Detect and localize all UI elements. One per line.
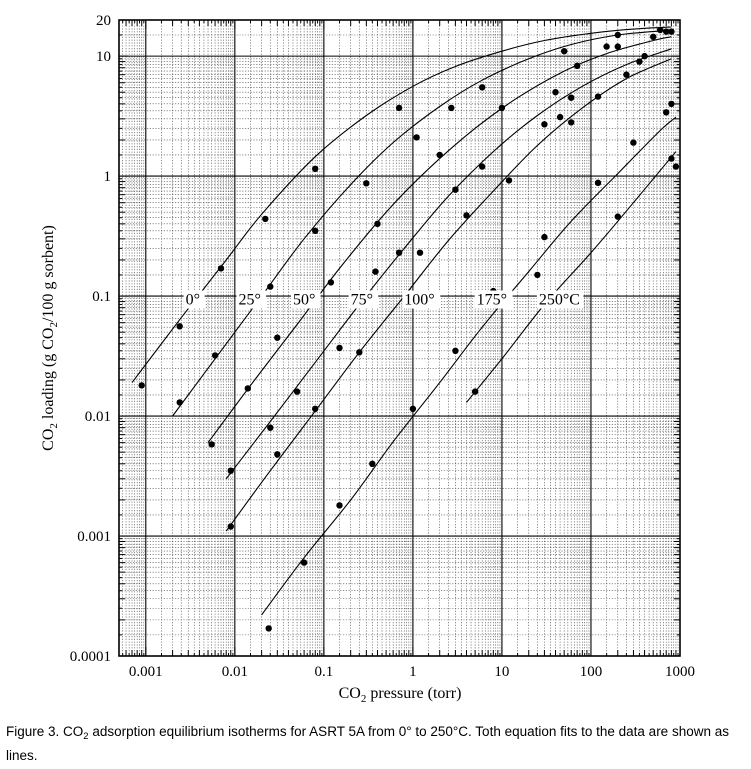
- data-point-series-2: [499, 105, 505, 111]
- data-point-series-2: [274, 335, 280, 341]
- data-point-series-2: [615, 43, 621, 49]
- data-point-series-2: [552, 89, 558, 95]
- data-point-series-2: [245, 385, 251, 391]
- y-axis-label: $CO_2$ loading (g $CO_2/100$ g sorbent): [40, 225, 60, 451]
- data-point-series-5: [410, 406, 416, 412]
- fit-line-series-1: [173, 30, 672, 416]
- data-point-series-4: [274, 451, 280, 457]
- data-point-series-1: [267, 283, 273, 289]
- series-labels: [184, 291, 584, 309]
- data-point-series-2: [668, 28, 674, 34]
- series-label-2: 50°: [292, 291, 316, 309]
- data-point-series-2: [650, 34, 656, 40]
- data-point-series-6: [615, 213, 621, 219]
- y-tick-label: 0.1: [92, 289, 111, 306]
- data-point-series-4: [417, 250, 423, 256]
- figure-caption: [6, 722, 741, 765]
- data-point-series-3: [396, 250, 402, 256]
- data-point-series-1: [363, 180, 369, 186]
- data-point-series-3: [623, 72, 629, 78]
- x-tick-label: 1: [409, 664, 417, 680]
- data-point-series-2: [437, 152, 443, 158]
- x-tick-label: 1000: [665, 664, 695, 680]
- data-point-series-5: [301, 559, 307, 565]
- y-tick-label: 0.0001: [69, 649, 111, 665]
- data-point-series-3: [479, 163, 485, 169]
- x-tick-label: 0.1: [314, 664, 334, 680]
- data-point-series-3: [568, 95, 574, 101]
- data-point-series-1: [413, 134, 419, 140]
- caption-subscript: 2: [83, 731, 89, 742]
- data-point-series-6: [472, 388, 478, 394]
- fit-lines: [132, 27, 676, 615]
- data-point-series-4: [463, 212, 469, 218]
- y-tick-label: 10: [96, 49, 111, 66]
- y-tick-label: 0.001: [77, 529, 111, 546]
- data-point-series-0: [262, 216, 268, 222]
- x-tick-label: 0.01: [221, 664, 248, 680]
- data-point-series-3: [267, 425, 273, 431]
- y-tick-label: 0.01: [84, 409, 111, 426]
- y-tick-label: 20: [96, 13, 111, 29]
- data-point-series-3: [336, 345, 342, 351]
- data-point-series-0: [139, 382, 145, 388]
- data-point-series-5: [668, 101, 674, 107]
- data-point-series-5: [663, 109, 669, 115]
- data-point-series-5: [369, 461, 375, 467]
- series-label-6: 250°C: [538, 291, 580, 309]
- data-point-series-0: [312, 166, 318, 172]
- data-point-series-2: [574, 63, 580, 69]
- data-point-series-0: [396, 105, 402, 111]
- data-point-series-3: [452, 187, 458, 193]
- grid-layer: [119, 20, 680, 656]
- series-label-5: 175°: [476, 291, 508, 309]
- data-point-series-4: [228, 523, 234, 529]
- data-point-series-2: [374, 221, 380, 227]
- data-point-series-4: [641, 53, 647, 59]
- data-point-series-4: [356, 349, 362, 355]
- x-axis-label: $CO_2$ pressure (torr): [338, 685, 462, 705]
- data-point-series-3: [541, 121, 547, 127]
- data-point-series-0: [177, 323, 183, 329]
- caption-prefix: Figure 3. CO: [6, 724, 84, 739]
- data-point-series-1: [615, 32, 621, 38]
- data-point-series-1: [561, 48, 567, 54]
- data-point-series-3: [636, 58, 642, 64]
- data-point-series-4: [568, 119, 574, 125]
- caption-body: adsorption equilibrium isotherms for ASRT 5A from 0° to 250°C. Toth equation fits to the data are shown as lines.: [6, 724, 729, 763]
- data-point-series-6: [673, 163, 679, 169]
- plot-frame: [119, 20, 680, 656]
- series-label-3: 75°: [350, 291, 374, 309]
- series-label-0: 0°: [185, 291, 201, 309]
- data-point-series-6: [534, 272, 540, 278]
- x-tick-label: 10: [494, 664, 510, 680]
- data-point-series-5: [630, 139, 636, 145]
- data-point-series-3: [294, 388, 300, 394]
- data-point-series-6: [668, 155, 674, 161]
- series-label-4: 100°: [404, 291, 435, 309]
- data-point-series-0: [218, 265, 224, 271]
- series-label-1: 25°: [238, 291, 261, 309]
- data-point-series-1: [177, 399, 183, 405]
- y-tick-labels: [70, 13, 111, 665]
- data-point-series-1: [448, 105, 454, 111]
- data-point-series-1: [312, 228, 318, 234]
- data-point-series-4: [372, 268, 378, 274]
- tick-layer: [119, 20, 680, 656]
- data-point-series-3: [228, 468, 234, 474]
- data-point-series-0: [657, 27, 663, 33]
- x-tick-label: 0.001: [128, 664, 163, 680]
- data-point-series-4: [557, 114, 563, 120]
- data-point-series-5: [595, 180, 601, 186]
- data-point-series-1: [212, 352, 218, 358]
- data-point-series-2: [209, 441, 215, 447]
- data-point-series-4: [506, 177, 512, 183]
- y-tick-label: 1: [103, 169, 111, 186]
- x-tick-label: 100: [579, 664, 603, 680]
- data-point-series-5: [452, 348, 458, 354]
- data-point-series-2: [328, 279, 334, 285]
- data-point-series-5: [266, 625, 272, 631]
- data-point-series-4: [312, 406, 318, 412]
- data-point-series-5: [336, 502, 342, 508]
- x-tick-labels: [129, 664, 695, 680]
- data-point-series-4: [595, 93, 601, 99]
- data-point-series-1: [479, 84, 485, 90]
- data-point-series-5: [541, 234, 547, 240]
- data-point-series-0: [603, 43, 609, 49]
